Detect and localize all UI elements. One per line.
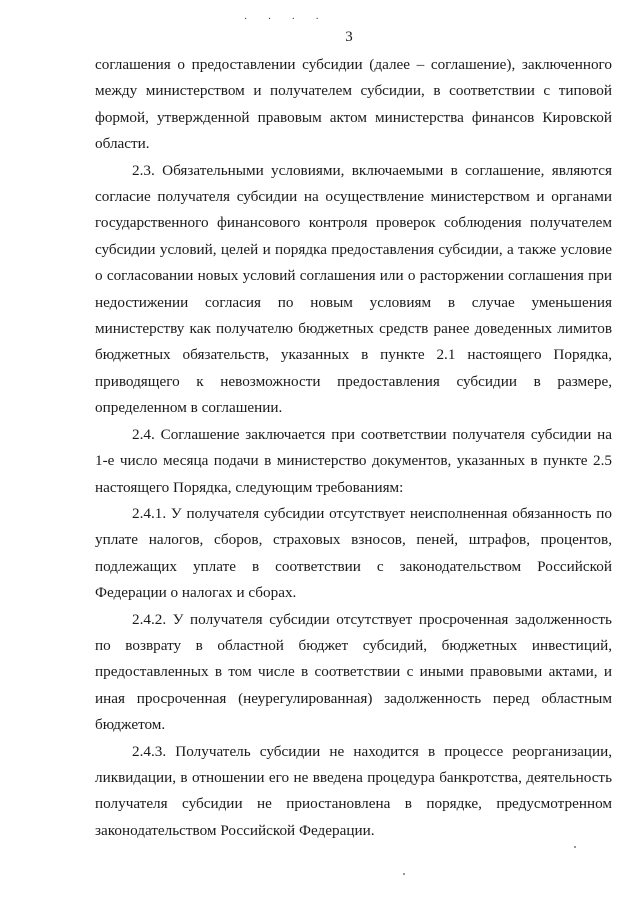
scan-speck xyxy=(574,846,576,848)
page-number: 3 xyxy=(345,29,353,45)
paragraph-continuation: соглашения о предоставлении субсидии (далее – соглашение), заключенного между министерством и получателем субсидии, в соответствии с типовой формой, утвержденной правовым актом министерства финансов Кировской области. xyxy=(95,56,612,153)
paragraph-2-4: 2.4. Соглашение заключается при соответствии получателя субсидии на 1-е число месяца подачи в министерство документов, указанных в пункте 2.5 настоящего Порядка, следующим требованиям: xyxy=(95,425,612,496)
paragraph-2-4-2: 2.4.2. У получателя субсидии отсутствует просроченная задолженность по возврату в областной бюджет субсидий, бюджетных инвестиций, предоставленных в том числе в соответствии с иными правовыми актами, и иная просроченная (неурегулированная) задолженность перед областным бюджетом. xyxy=(95,610,612,734)
document-body xyxy=(95,52,612,844)
paragraph-2-4-1: 2.4.1. У получателя субсидии отсутствует неисполненная обязанность по уплате налогов, сборов, страховых взносов, пеней, штрафов, процентов, подлежащих уплате в соответствии с законодательством Российской Федерации о налогах и сборах. xyxy=(95,504,612,602)
scan-specks: · · · · xyxy=(244,14,328,25)
paragraph-2-4-3: 2.4.3. Получатель субсидии не находится в процессе реорганизации, ликвидации, в отношении его не введена процедура банкротства, деятельность получателя субсидии не приостановлена в порядке, предусмотренном законодательством Российской Федерации. xyxy=(95,742,612,839)
paragraph-2-3: 2.3. Обязательными условиями, включаемыми в соглашение, являются согласие получателя субсидии на осуществление министерством и органами государственного финансового контроля проверок соблюдения получателем субсидии условий, целей и порядка предоставления субсидии, а также условие о согласовании новых условий соглашения или о расторжении соглашения при недостижении согласия по новым условиям в случае уменьшения министерству как получателю бюджетных средств ранее доведенных лимитов бюджетных обязательств, указанных в пункте 2.1 настоящего Порядка, приводящего к невозможности предоставления субсидии в размере, определенном в соглашении. xyxy=(95,161,612,417)
scan-speck xyxy=(403,873,405,875)
